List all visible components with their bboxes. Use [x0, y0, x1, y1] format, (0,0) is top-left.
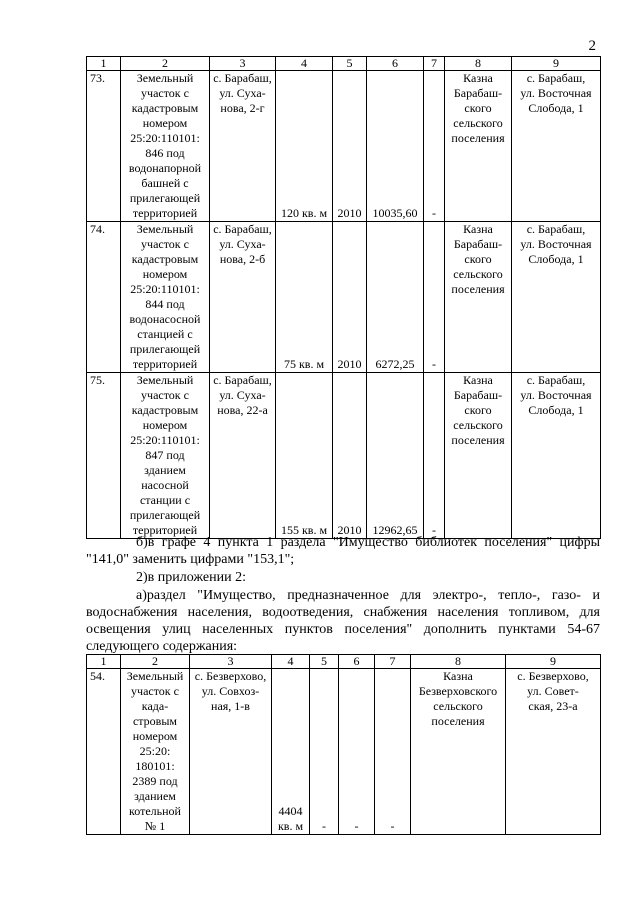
property-name-line: территорией — [132, 206, 198, 220]
property-name-line: номером — [142, 267, 188, 281]
property-address-line: с. Барабаш, — [213, 71, 272, 85]
header-cell: 6 — [367, 57, 424, 71]
header-cell: 8 — [411, 655, 506, 669]
property-name-line: кадастровым — [131, 252, 199, 266]
paragraph-2: 2)в приложении 2: — [136, 570, 246, 585]
property-owner-line: ского — [464, 101, 492, 115]
property-table-2 — [86, 654, 601, 835]
property-area-line: кв. м — [277, 819, 304, 833]
property-name-line: Земельный — [136, 222, 194, 236]
property-area — [272, 669, 310, 835]
property-name-line: 847 под — [145, 448, 185, 462]
property-name-line: Земельный — [136, 71, 194, 85]
header-cell: 5 — [310, 655, 339, 669]
property-name-line: када- — [141, 699, 169, 713]
property-holder — [512, 222, 601, 373]
property-name-line: номером — [142, 116, 188, 130]
header-cell: 2 — [121, 57, 210, 71]
property-year: - — [310, 669, 339, 835]
property-owner-line: Барабаш- — [453, 86, 503, 100]
property-address — [210, 373, 276, 539]
property-owner-line: ского — [464, 403, 492, 417]
header-cell: 8 — [445, 57, 512, 71]
row-number: 74. — [87, 222, 121, 373]
property-name-line: 844 под — [145, 297, 185, 311]
header-cell: 7 — [424, 57, 445, 71]
property-owner-line: Барабаш- — [453, 237, 503, 251]
property-name-line: 25:20: — [139, 744, 171, 758]
property-name-line: Земельный — [126, 669, 184, 683]
table-row — [87, 222, 601, 373]
property-holder — [512, 373, 601, 539]
property-name-line: водонапорной — [128, 161, 202, 175]
property-year: 2010 — [333, 373, 367, 539]
property-cost: - — [339, 669, 375, 835]
property-address-line: ул. Суха- — [219, 86, 266, 100]
property-owner-line: поселения — [451, 131, 505, 145]
property-owner-line: Безверховского — [418, 684, 498, 698]
property-holder-line: ская, 23-а — [528, 699, 578, 713]
property-cost: 10035,60 — [367, 71, 424, 222]
column-7: - — [375, 669, 411, 835]
property-cost: 12962,65 — [367, 373, 424, 539]
property-name-line: участок с — [141, 237, 189, 251]
property-name-line: 25:20:110101: — [130, 282, 200, 296]
property-holder-line: ул. Совет- — [527, 684, 579, 698]
property-owner-line: сельского — [453, 267, 503, 281]
property-address-line: ул. Суха- — [219, 237, 266, 251]
property-holder — [512, 71, 601, 222]
property-area: 155 кв. м — [276, 373, 333, 539]
property-owner-line: Казна — [443, 669, 473, 683]
property-owner — [445, 71, 512, 222]
paragraph-b: б)в графе 4 пункта 1 раздела "Имущество библиотек поселения" цифры "141,0" заменить цифрами "153,1"; — [86, 535, 600, 567]
header-cell: 2 — [121, 655, 190, 669]
header-cell: 4 — [276, 57, 333, 71]
property-name-line: прилегающей — [129, 342, 201, 356]
property-holder — [506, 669, 601, 835]
property-owner-line: сельского — [453, 418, 503, 432]
property-name-line: кадастровым — [131, 403, 199, 417]
property-name — [121, 222, 210, 373]
property-holder-line: Слобода, 1 — [528, 403, 584, 417]
property-name-line: номером — [132, 729, 178, 743]
header-cell: 9 — [512, 57, 601, 71]
property-name-line: стровым — [132, 714, 178, 728]
property-owner-line: ского — [464, 252, 492, 266]
property-owner — [411, 669, 506, 835]
header-cell: 4 — [272, 655, 310, 669]
table-row — [87, 669, 601, 835]
property-name-line: станцией с — [137, 327, 193, 341]
property-owner — [445, 373, 512, 539]
header-cell: 9 — [506, 655, 601, 669]
column-7: - — [424, 222, 445, 373]
property-name-line: прилегающей — [129, 508, 201, 522]
page-number: 2 — [588, 38, 596, 54]
property-holder-line: ул. Восточная — [520, 388, 592, 402]
property-area: 75 кв. м — [276, 222, 333, 373]
property-area-line: 4404 — [278, 804, 303, 818]
property-address-line: нова, 2-г — [220, 101, 265, 115]
property-address-line: нова, 22-а — [217, 403, 268, 417]
property-cost: 6272,25 — [367, 222, 424, 373]
table-row — [87, 373, 601, 539]
property-area: 120 кв. м — [276, 71, 333, 222]
property-name-line: № 1 — [144, 819, 166, 833]
table2-header-row — [87, 655, 601, 669]
property-address — [190, 669, 272, 835]
header-cell: 1 — [87, 57, 121, 71]
property-name-line: 25:20:110101: — [130, 131, 200, 145]
property-year: 2010 — [333, 222, 367, 373]
property-name-line: зданием — [134, 789, 176, 803]
column-7: - — [424, 373, 445, 539]
property-name — [121, 669, 190, 835]
property-name — [121, 71, 210, 222]
property-holder-line: ул. Восточная — [520, 237, 592, 251]
property-address-line: ная, 1-в — [211, 699, 250, 713]
property-holder-line: с. Безверхово, — [517, 669, 589, 683]
property-name-line: башней с — [141, 176, 189, 190]
property-owner-line: Казна — [463, 373, 493, 387]
property-owner-line: Барабаш- — [453, 388, 503, 402]
header-cell: 3 — [210, 57, 276, 71]
property-holder-line: Слобода, 1 — [528, 101, 584, 115]
property-name — [121, 373, 210, 539]
property-address-line: ул. Суха- — [219, 388, 266, 402]
property-name-line: 180101: — [135, 759, 175, 773]
property-name-line: водонасосной — [129, 312, 201, 326]
property-name-line: участок с — [141, 86, 189, 100]
property-owner-line: Казна — [463, 71, 493, 85]
property-name-line: прилегающей — [129, 191, 201, 205]
property-name-line: участок с — [141, 388, 189, 402]
property-name-line: 846 под — [145, 146, 185, 160]
header-cell: 7 — [375, 655, 411, 669]
property-address — [210, 222, 276, 373]
property-address-line: нова, 2-б — [219, 252, 266, 266]
property-owner-line: поселения — [431, 714, 485, 728]
property-name-line: Земельный — [136, 373, 194, 387]
header-cell: 5 — [333, 57, 367, 71]
property-name-line: 25:20:110101: — [130, 433, 200, 447]
property-address-line: с. Барабаш, — [213, 222, 272, 236]
property-holder-line: Слобода, 1 — [528, 252, 584, 266]
table1-header-row — [87, 57, 601, 71]
header-cell: 6 — [339, 655, 375, 669]
property-name-line: 2389 под — [132, 774, 178, 788]
property-owner-line: поселения — [451, 282, 505, 296]
property-address-line: с. Барабаш, — [213, 373, 272, 387]
header-cell: 1 — [87, 655, 121, 669]
column-7: - — [424, 71, 445, 222]
property-address-line: с. Безверхово, — [194, 669, 267, 683]
property-holder-line: с. Барабаш, — [526, 71, 586, 85]
property-name-line: номером — [142, 418, 188, 432]
header-cell: 3 — [190, 655, 272, 669]
property-table-1 — [86, 56, 601, 539]
property-name-line: насосной — [141, 478, 189, 492]
property-name-line: станции с — [139, 493, 191, 507]
property-owner-line: сельского — [433, 699, 483, 713]
row-number: 75. — [87, 373, 121, 539]
property-holder-line: ул. Восточная — [520, 86, 592, 100]
property-name-line: территорией — [132, 523, 198, 537]
property-owner-line: поселения — [451, 433, 505, 447]
property-year: 2010 — [333, 71, 367, 222]
property-address-line: ул. Совхоз- — [201, 684, 260, 698]
property-owner — [445, 222, 512, 373]
row-number: 54. — [87, 669, 121, 835]
property-owner-line: Казна — [463, 222, 493, 236]
property-address — [210, 71, 276, 222]
property-holder-line: с. Барабаш, — [526, 222, 586, 236]
paragraph-a: а)раздел "Имущество, предназначенное для электро-, тепло-, газо- и водоснабжения населения, водоотведения, снабжения населения топливом, для освещения улиц населенных пунктов поселения" дополнить пунктами 54-67 следующего содержания: — [86, 588, 600, 654]
property-name-line: котельной — [129, 804, 181, 818]
property-name-line: зданием — [144, 463, 186, 477]
property-owner-line: сельского — [453, 116, 503, 130]
property-holder-line: с. Барабаш, — [526, 373, 586, 387]
property-name-line: участок с — [131, 684, 179, 698]
row-number: 73. — [87, 71, 121, 222]
property-name-line: территорией — [132, 357, 198, 371]
table-row — [87, 71, 601, 222]
property-name-line: кадастровым — [131, 101, 199, 115]
